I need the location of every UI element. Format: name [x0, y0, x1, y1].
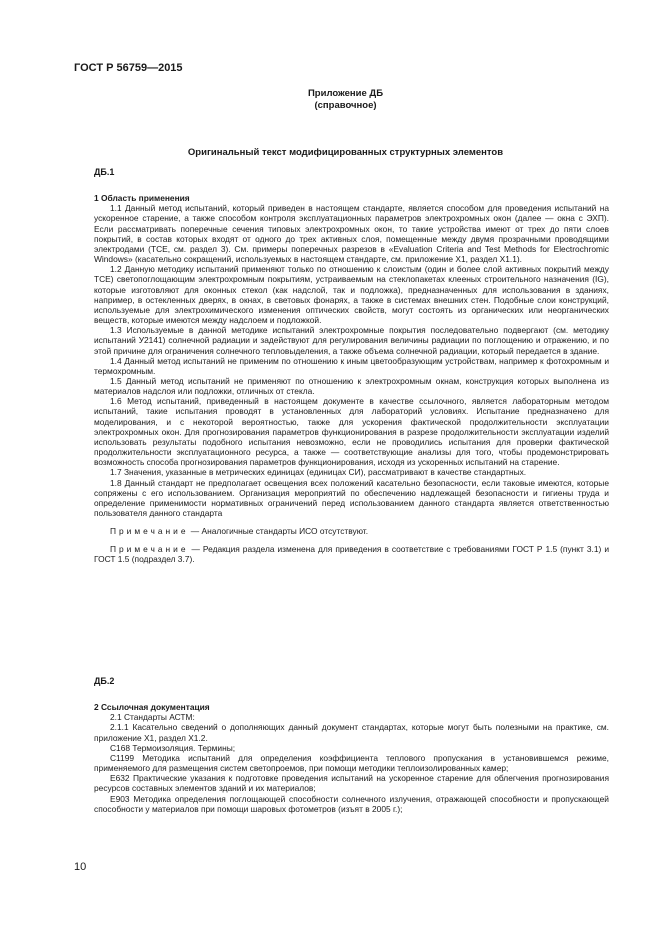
- reference-c1199: С1199 Методика испытаний для определения коэффициента теплового пропускания в установившемся режиме, применяемого для размещения систем светопроемов, при помощи методики теплоизолированных камер;: [94, 752, 609, 774]
- appendix-title: Приложение ДБ: [307, 88, 384, 99]
- paragraph-2-1-1: 2.1.1 Касательно сведений о дополняющих данный документ стандартах, которые могут быть полезными на практике, см. приложение Х1, раздел Х1.2.: [94, 722, 609, 743]
- paragraph-1-4: 1.4 Данный метод испытаний не применим по отношению к иным цветообразующим устройствам, например к фотохромным и термохромным.: [94, 355, 609, 376]
- main-title: Оригинальный текст модифицированных структурных элементов: [187, 147, 504, 158]
- paragraph-1-5: 1.5 Данный метод испытаний не применяют по отношению к электрохромным окнам, конструкция которых выполнена из материалов надслоя или подложки, отличных от стекла.: [94, 375, 609, 397]
- note-1: [94, 526, 609, 536]
- paragraph-1-8: 1.8 Данный стандарт не предполагает освещения всех положений касательно безопасности, если таковые имеются, которые сопряжены с его использованием. Организация мероприятий по обеспечению надлежащей безопасности и гигиены труда и определение применимости нормативных ограничений перед использованием данного стандарта является ответственностью пользователя данного стандарта: [94, 477, 609, 518]
- section-db1: [94, 167, 609, 565]
- appendix-subtitle: (справочное): [314, 100, 377, 111]
- reference-e903: Е903 Методика определения поглощающей способности солнечного излучения, отражающей способности и пропускающей способности у материалов при помощи шаровых фотометров (изъят в 2005 г.);: [94, 793, 609, 814]
- note-label: Примечание: [110, 526, 189, 537]
- document-code: ГОСТ Р 56759—2015: [74, 62, 183, 74]
- paragraph-1-2: 1.2 Данную методику испытаний применяют только по отношению к слоистым (один и более слой активных покрытий между ТСЕ) светопоглощающим электрохромным покрытиям, устраиваемым на стеклопакетах клееных строительного назначения (IG), которые изготовляют для оконных стекол (как надслой, так и подложка), предназначенных для использования в зданиях, например, в остекленных дверях, в окнах, в световых фонарях, а также в системах внешних стен. Подобные слои конструкций, используемые для электрохимического изменения оптических свойств, могут состоять из органических или неорганических веществ, которые имеются между надслоем и подложкой.: [94, 264, 609, 326]
- paragraph-1-7: 1.7 Значения, указанные в метрических единицах (единицах СИ), рассматривают в качестве стандартных.: [110, 467, 527, 478]
- paragraph-1-1: 1.1 Данный метод испытаний, который приведен в настоящем стандарте, является способом для проведения испытаний на ускоренное старение, а также способом контроля эксплуатационных параметров электрохромных окон (далее — окна с ЭХП). Если рассматривать поперечные сечения типовых электрохромных окон, то такие устройства имеют от трех до пяти слоев покрытий, в состав которых входят от одного до трех активных слоя, помещенные между двумя прозрачными проводящими электродами (ТСЕ, см. раздел 3). См. примеры поперечных разрезов в «Evaluation Criteria and Test Methods for Electrochromic Windows» (касательно сокращений, используемых в настоящем стандарте, см. приложение Х1, раздел Х1.1).: [94, 203, 609, 265]
- reference-e632: Е632 Практические указания к подготовке проведения испытаний на ускоренное старение для облегчения прогнозирования ресурсов составных элементов зданий и их материалов;: [94, 773, 609, 794]
- paragraph-1-3: 1.3 Используемые в данной методике испытаний электрохромные покрытия последовательно подвергают (см. методику испытаний У2141) солнечной радиации и задействуют для регулирования величины радиации по поглощению и отражению, и по этой причине для ограничения солнечного тепловыделения, а также объема солнечной радиации, который передается в здание.: [94, 325, 609, 356]
- section-db2: [94, 676, 609, 814]
- paragraph-2-1: 2.1 Стандарты АСТМ:: [110, 712, 195, 723]
- note-label: Примечание: [110, 544, 189, 555]
- section-label: ДБ.1: [94, 167, 115, 177]
- note-2: [94, 544, 609, 564]
- paragraph-1-6: 1.6 Метод испытаний, приведенный в настоящем документе в качестве ссылочного, является лабораторным методом испытаний, такие испытания проводят в установленных для лабораторий условиях. Испытание предназначено для моделирования, и с некоторой вероятностью, также для ускорения фактической продолжительности эксплуатации электрохромных окон. Для прогнозирования параметров функционирования в разрезе продолжительности эксплуатации изделий использовать результаты подобного испытания невозможно, если не проводились испытания для проверки фактической продолжительности эксплуатационного ресурса, а также — соответствующие анализы для того, чтобы продемонстрировать возможность способа прогнозирования параметров функционирования, исходя из ускоренных испытаний на старение.: [94, 396, 609, 468]
- section-heading: 2 Ссылочная документация: [94, 702, 210, 713]
- section-label: ДБ.2: [94, 676, 115, 686]
- note-text: — Аналогичные стандарты ИСО отсутствуют.: [188, 526, 369, 537]
- page-number: 10: [74, 861, 87, 873]
- note-text: — Редакция раздела изменена для приведения в соответствие с требованиями ГОСТ Р 1.5 (пункт 3.1) и ГОСТ 1.5 (подраздел 3.7).: [94, 544, 609, 565]
- appendix-heading: [0, 88, 661, 112]
- section-heading: 1 Область применения: [94, 193, 190, 204]
- reference-c168: С168 Термоизоляция. Термины;: [110, 742, 236, 753]
